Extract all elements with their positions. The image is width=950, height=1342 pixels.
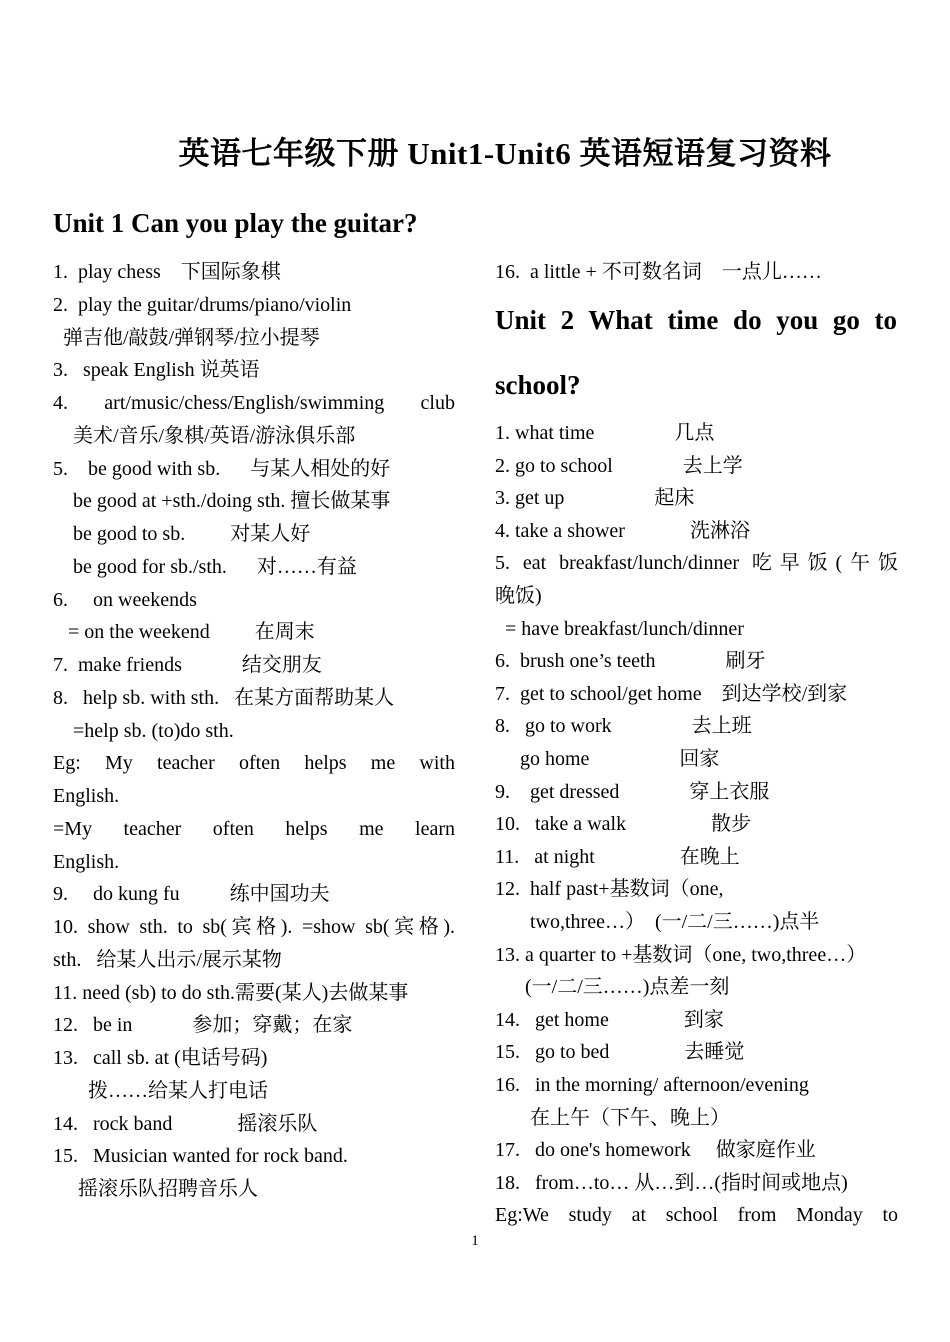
right-line: 6. brush one’s teeth 刷牙 [495,650,766,673]
left-line: English. [53,785,120,807]
right-line: 5. eat breakfast/lunch/dinner 吃早饭(午饭 [495,552,898,575]
unit2-heading-line1: Unit 2 What time do you go to [495,305,897,335]
left-line: 8. help sb. with sth. 在某方面帮助某人 [53,686,395,709]
left-line: =My teacher often helps me learn [53,817,455,840]
left-line: sth. 给某人出示/展示某物 [53,948,282,971]
left-line: 美术/音乐/象棋/英语/游泳俱乐部 [53,424,356,447]
right-line: go home 回家 [495,748,720,770]
left-line: be good to sb. 对某人好 [53,523,311,545]
left-line: 9. do kung fu 练中国功夫 [53,883,330,906]
left-line: 弹吉他/敲鼓/弹钢琴/拉小提琴 [53,326,320,349]
left-line: 13. call sb. at (电话号码) [53,1047,268,1069]
right-line: 11. at night 在晚上 [495,845,740,868]
right-line: two,three…） (一/二/三……)点半 [495,911,820,933]
left-line: 10. show sth. to sb(宾格). =show sb(宾格). [53,916,455,938]
left-line: 7. make friends 结交朋友 [53,654,322,676]
right-line: 1. what time 几点 [495,422,715,444]
right-line: 在上午（下午、晚上） [495,1106,730,1129]
right-line: 14. get home 到家 [495,1008,724,1031]
page-title: 英语七年级下册 Unit1-Unit6 英语短语复习资料 [178,136,832,171]
right-line: = have breakfast/lunch/dinner [495,617,744,640]
right-line: 18. from…to… 从…到…(指时间或地点) [495,1171,848,1194]
left-line: Eg: My teacher often helps me with [53,752,455,775]
page-number: 1 [471,1233,479,1249]
right-line: 9. get dressed 穿上衣服 [495,780,770,803]
right-line: 15. go to bed 去睡觉 [495,1041,745,1064]
left-line: = on the weekend 在周末 [53,621,315,644]
left-line: 6. on weekends [53,588,197,611]
left-line: =help sb. (to)do sth. [53,719,234,742]
left-line: 摇滚乐队招聘音乐人 [53,1178,258,1200]
left-line: 1. play chess 下国际象棋 [53,261,281,283]
left-line: 2. play the guitar/drums/piano/violin [53,293,352,316]
right-line: 16. in the morning/ afternoon/evening [495,1074,809,1096]
right-line: (一/二/三……)点差一刻 [495,976,730,999]
right-line: 12. half past+基数词（one, [495,878,724,901]
left-line: English. [53,850,120,873]
right-line: 10. take a walk 散步 [495,813,752,836]
left-line: 拨……给某人打电话 [53,1079,268,1102]
right-line: 13. a quarter to +基数词（one, two,three…） [495,943,867,966]
left-line: 12. be in 参加；穿戴；在家 [53,1014,353,1037]
right-line: 晚饭) [495,585,542,607]
unit1-heading: Unit 1 Can you play the guitar? [53,208,418,238]
left-line: 4. art/music/chess/English/swimming club [53,392,455,414]
left-line: 11. need (sb) to do sth.需要(某人)去做某事 [53,981,409,1004]
right-line: 8. go to work 去上班 [495,715,752,738]
unit2-heading-line2: school? [495,370,581,400]
left-line: 5. be good with sb. 与某人相处的好 [53,457,391,480]
right-line: Eg:We study at school from Monday to [495,1204,898,1227]
left-line: 3. speak English 说英语 [53,359,260,382]
left-line: be good for sb./sth. 对……有益 [53,555,357,578]
left-line: 15. Musician wanted for rock band. [53,1145,348,1168]
left-line: 14. rock band 摇滚乐队 [53,1112,318,1135]
right-line: 2. go to school 去上学 [495,454,743,477]
right-line: 17. do one's homework 做家庭作业 [495,1139,816,1162]
left-line: be good at +sth./doing sth. 擅长做某事 [53,490,391,513]
right-line: 7. get to school/get home 到达学校/到家 [495,682,848,705]
right-line: 4. take a shower 洗淋浴 [495,519,750,542]
right-line: 3. get up 起床 [495,487,695,510]
right-item-16: 16. a little + 不可数名词 一点儿…… [495,261,822,283]
